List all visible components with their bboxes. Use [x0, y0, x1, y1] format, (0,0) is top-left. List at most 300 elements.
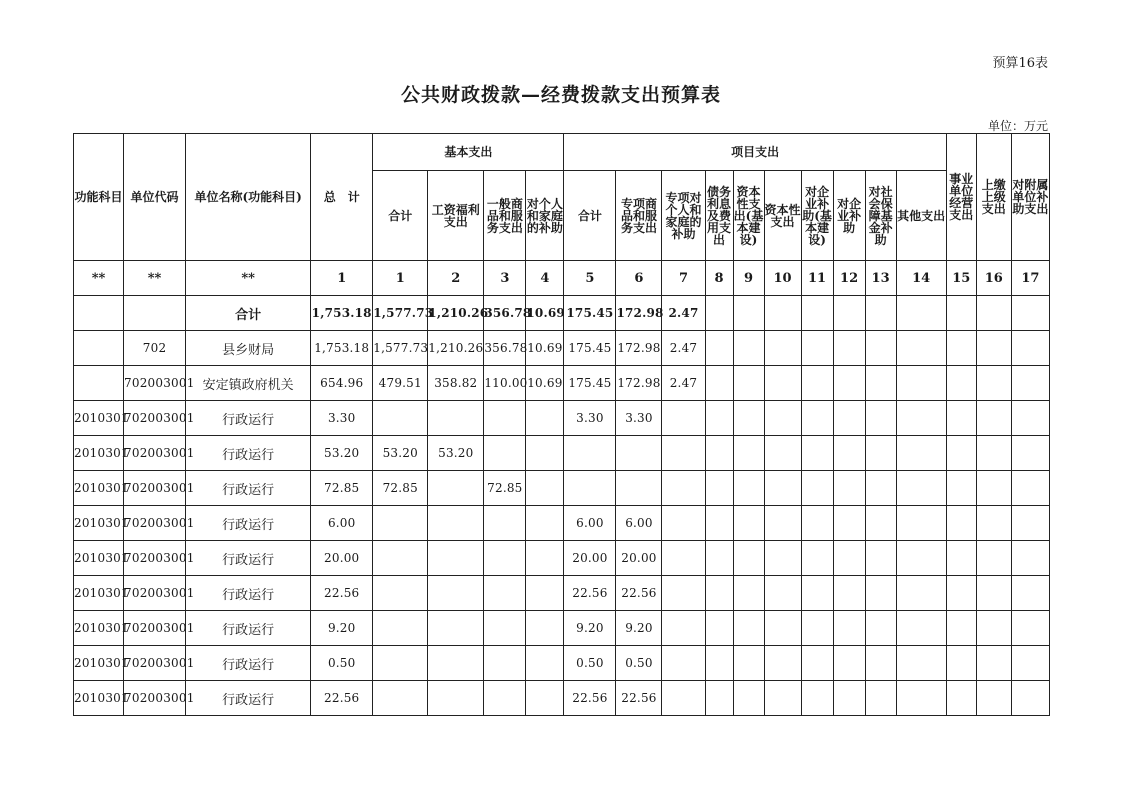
cell-p-pers	[662, 401, 705, 436]
cell-p-sum: 20.00	[564, 541, 616, 576]
cell-b-sum: 72.85	[373, 471, 428, 506]
cell-p-sum: 0.50	[564, 646, 616, 681]
cell-empty	[896, 471, 946, 506]
cell-empty	[865, 576, 896, 611]
cell-p-pers: 2.47	[662, 366, 705, 401]
table-row	[74, 471, 1050, 506]
cell-empty	[976, 296, 1011, 331]
table-body	[74, 296, 1050, 716]
cell-code: 702003001	[124, 646, 186, 681]
cell-p-goods: 0.50	[616, 646, 662, 681]
cell-p-goods	[616, 436, 662, 471]
table-row	[74, 506, 1050, 541]
cell-p-sum: 22.56	[564, 576, 616, 611]
cell-func: 2010301	[74, 506, 124, 541]
cell-p-pers	[662, 541, 705, 576]
page-title: 公共财政拨款—经费拨款支出预算表	[400, 84, 721, 106]
cell-name: 县乡财局	[186, 331, 311, 366]
column-number-row	[74, 261, 1050, 296]
cell-total: 1,753.18	[311, 296, 373, 331]
cell-b-sum	[373, 401, 428, 436]
cell-p-sum	[564, 436, 616, 471]
table-row	[74, 366, 1050, 401]
cell-empty	[946, 541, 976, 576]
cell-b-goods	[484, 506, 526, 541]
column-number: 11	[801, 261, 833, 296]
cell-b-goods	[484, 611, 526, 646]
cell-name: 行政运行	[186, 471, 311, 506]
cell-empty	[764, 296, 801, 331]
cell-empty	[896, 646, 946, 681]
cell-p-sum: 6.00	[564, 506, 616, 541]
cell-empty	[733, 541, 764, 576]
cell-empty	[705, 646, 733, 681]
cell-p-sum: 175.45	[564, 331, 616, 366]
cell-total: 6.00	[311, 506, 373, 541]
cell-empty	[946, 471, 976, 506]
table-row	[74, 611, 1050, 646]
header-proj-pers: 专项对个人和家庭的补助	[662, 171, 705, 261]
column-number: 6	[616, 261, 662, 296]
cell-empty	[733, 611, 764, 646]
cell-b-sum	[373, 646, 428, 681]
cell-empty	[764, 646, 801, 681]
cell-code: 702003001	[124, 681, 186, 716]
cell-empty	[764, 681, 801, 716]
column-number: **	[186, 261, 311, 296]
cell-empty	[733, 366, 764, 401]
cell-b-wage: 1,210.26	[428, 296, 484, 331]
cell-p-pers	[662, 611, 705, 646]
cell-p-pers	[662, 506, 705, 541]
cell-b-goods: 356.78	[484, 296, 526, 331]
cell-empty	[705, 471, 733, 506]
cell-b-sum	[373, 681, 428, 716]
cell-empty	[733, 576, 764, 611]
header-basic-pers: 对个人和家庭的补助	[526, 171, 564, 261]
cell-p-goods: 20.00	[616, 541, 662, 576]
cell-empty	[1011, 541, 1049, 576]
cell-empty	[865, 331, 896, 366]
cell-b-wage	[428, 506, 484, 541]
column-number: 12	[833, 261, 865, 296]
cell-empty	[801, 541, 833, 576]
cell-func: 2010301	[74, 611, 124, 646]
cell-empty	[764, 436, 801, 471]
cell-p-sum: 175.45	[564, 366, 616, 401]
table-row	[74, 436, 1050, 471]
cell-empty	[705, 611, 733, 646]
cell-empty	[764, 576, 801, 611]
cell-empty	[865, 646, 896, 681]
cell-empty	[833, 366, 865, 401]
cell-b-pers: 10.69	[526, 366, 564, 401]
cell-b-pers	[526, 471, 564, 506]
cell-func	[74, 331, 124, 366]
cell-empty	[896, 331, 946, 366]
table-row	[74, 541, 1050, 576]
header-basic-sum: 合计	[373, 171, 428, 261]
cell-b-wage: 1,210.26	[428, 331, 484, 366]
cell-empty	[946, 646, 976, 681]
cell-b-goods: 72.85	[484, 471, 526, 506]
cell-empty	[976, 401, 1011, 436]
cell-code: 702003001	[124, 541, 186, 576]
cell-empty	[896, 681, 946, 716]
cell-empty	[801, 576, 833, 611]
cell-empty	[946, 436, 976, 471]
cell-code: 702003001	[124, 611, 186, 646]
cell-p-sum: 22.56	[564, 681, 616, 716]
column-number: **	[124, 261, 186, 296]
cell-b-pers	[526, 541, 564, 576]
unit-label: 单位：万元	[987, 119, 1048, 133]
cell-empty	[865, 611, 896, 646]
cell-total: 3.30	[311, 401, 373, 436]
cell-name: 行政运行	[186, 401, 311, 436]
column-number: 8	[705, 261, 733, 296]
cell-empty	[833, 576, 865, 611]
cell-empty	[833, 541, 865, 576]
header-basic-wage: 工资福利支出	[428, 171, 484, 261]
cell-func: 2010301	[74, 646, 124, 681]
cell-empty	[764, 401, 801, 436]
column-number: 15	[946, 261, 976, 296]
cell-total: 654.96	[311, 366, 373, 401]
cell-empty	[896, 611, 946, 646]
header-basic-goods: 一般商品和服务支出	[484, 171, 526, 261]
header-remit: 上缴上级支出	[976, 134, 1011, 261]
cell-empty	[733, 296, 764, 331]
column-number: 17	[1011, 261, 1049, 296]
cell-total: 72.85	[311, 471, 373, 506]
column-number: 10	[764, 261, 801, 296]
cell-total: 0.50	[311, 646, 373, 681]
cell-empty	[833, 611, 865, 646]
cell-empty	[705, 401, 733, 436]
cell-b-wage	[428, 401, 484, 436]
cell-p-pers	[662, 471, 705, 506]
cell-empty	[946, 331, 976, 366]
cell-empty	[976, 436, 1011, 471]
cell-empty	[833, 471, 865, 506]
cell-b-goods	[484, 541, 526, 576]
cell-total: 1,753.18	[311, 331, 373, 366]
cell-b-wage: 358.82	[428, 366, 484, 401]
cell-func	[74, 366, 124, 401]
cell-total: 53.20	[311, 436, 373, 471]
cell-empty	[733, 681, 764, 716]
cell-empty	[865, 541, 896, 576]
cell-func: 2010301	[74, 681, 124, 716]
total-row	[74, 296, 1050, 331]
cell-empty	[833, 296, 865, 331]
cell-b-sum	[373, 506, 428, 541]
cell-func	[74, 296, 124, 331]
cell-empty	[801, 611, 833, 646]
header-proj-goods: 专项商品和服务支出	[616, 171, 662, 261]
cell-empty	[976, 681, 1011, 716]
cell-empty	[1011, 576, 1049, 611]
cell-empty	[946, 506, 976, 541]
cell-b-sum	[373, 541, 428, 576]
cell-empty	[801, 506, 833, 541]
cell-total: 9.20	[311, 611, 373, 646]
cell-b-pers	[526, 576, 564, 611]
cell-name: 行政运行	[186, 541, 311, 576]
header-proj-ent-build: 对企业补助(基本建设)	[801, 171, 833, 261]
cell-empty	[1011, 646, 1049, 681]
header-proj-ent: 对企业补助	[833, 171, 865, 261]
header-func: 功能科目	[74, 134, 124, 261]
cell-func: 2010301	[74, 401, 124, 436]
cell-empty	[801, 401, 833, 436]
cell-empty	[1011, 366, 1049, 401]
cell-p-goods	[616, 471, 662, 506]
cell-total: 22.56	[311, 681, 373, 716]
cell-b-wage	[428, 471, 484, 506]
cell-empty	[705, 681, 733, 716]
cell-empty	[833, 646, 865, 681]
cell-name: 安定镇政府机关	[186, 366, 311, 401]
cell-empty	[764, 541, 801, 576]
column-number: 1	[373, 261, 428, 296]
cell-p-goods: 9.20	[616, 611, 662, 646]
header-code: 单位代码	[124, 134, 186, 261]
cell-b-goods: 110.00	[484, 366, 526, 401]
cell-empty	[833, 401, 865, 436]
cell-p-pers	[662, 681, 705, 716]
cell-empty	[865, 681, 896, 716]
cell-code: 702003001	[124, 576, 186, 611]
cell-empty	[946, 366, 976, 401]
cell-empty	[1011, 471, 1049, 506]
cell-empty	[865, 471, 896, 506]
form-number: 预算16表	[992, 56, 1048, 71]
table-row	[74, 646, 1050, 681]
cell-empty	[801, 436, 833, 471]
cell-empty	[833, 436, 865, 471]
cell-empty	[865, 366, 896, 401]
cell-empty	[1011, 506, 1049, 541]
column-number: 1	[311, 261, 373, 296]
cell-func: 2010301	[74, 436, 124, 471]
header-proj-capital: 资本性支出	[764, 171, 801, 261]
header-proj-debt: 债务利息及费用支出	[705, 171, 733, 261]
cell-name: 行政运行	[186, 646, 311, 681]
column-number: 16	[976, 261, 1011, 296]
cell-name: 行政运行	[186, 681, 311, 716]
header-proj-social: 对社会保障基金补助	[865, 171, 896, 261]
cell-b-pers	[526, 401, 564, 436]
cell-p-sum: 9.20	[564, 611, 616, 646]
cell-empty	[764, 471, 801, 506]
cell-code: 702	[124, 331, 186, 366]
cell-empty	[896, 401, 946, 436]
cell-empty	[705, 576, 733, 611]
cell-empty	[946, 401, 976, 436]
cell-empty	[801, 681, 833, 716]
header-basic: 基本支出	[373, 134, 564, 171]
cell-empty	[946, 296, 976, 331]
cell-p-goods: 172.98	[616, 331, 662, 366]
cell-b-goods: 356.78	[484, 331, 526, 366]
cell-empty	[976, 611, 1011, 646]
cell-p-pers	[662, 646, 705, 681]
cell-empty	[896, 576, 946, 611]
cell-empty	[764, 506, 801, 541]
cell-p-goods: 172.98	[616, 296, 662, 331]
cell-empty	[976, 646, 1011, 681]
cell-empty	[1011, 401, 1049, 436]
cell-b-pers	[526, 436, 564, 471]
cell-empty	[865, 401, 896, 436]
header-biz: 事业单位经营支出	[946, 134, 976, 261]
cell-empty	[833, 681, 865, 716]
cell-empty	[946, 576, 976, 611]
column-number: 2	[428, 261, 484, 296]
table-row	[74, 681, 1050, 716]
cell-empty	[896, 296, 946, 331]
cell-func: 2010301	[74, 471, 124, 506]
cell-p-pers	[662, 436, 705, 471]
cell-b-goods	[484, 646, 526, 681]
cell-p-goods: 172.98	[616, 366, 662, 401]
cell-empty	[733, 436, 764, 471]
column-number: 9	[733, 261, 764, 296]
cell-b-wage	[428, 576, 484, 611]
cell-empty	[1011, 436, 1049, 471]
cell-func: 2010301	[74, 541, 124, 576]
cell-empty	[865, 506, 896, 541]
cell-empty	[1011, 681, 1049, 716]
cell-p-goods: 6.00	[616, 506, 662, 541]
cell-b-wage	[428, 646, 484, 681]
cell-empty	[976, 366, 1011, 401]
cell-empty	[705, 436, 733, 471]
header-proj-sum: 合计	[564, 171, 616, 261]
cell-empty	[705, 296, 733, 331]
cell-name: 行政运行	[186, 611, 311, 646]
cell-empty	[865, 296, 896, 331]
cell-p-pers	[662, 576, 705, 611]
cell-p-sum	[564, 471, 616, 506]
cell-b-pers	[526, 506, 564, 541]
cell-empty	[896, 506, 946, 541]
cell-p-goods: 22.56	[616, 576, 662, 611]
table-row	[74, 401, 1050, 436]
cell-code: 702003001	[124, 471, 186, 506]
column-number: **	[74, 261, 124, 296]
cell-p-goods: 22.56	[616, 681, 662, 716]
table-row	[74, 576, 1050, 611]
cell-code	[124, 296, 186, 331]
cell-b-pers: 10.69	[526, 331, 564, 366]
cell-empty	[896, 366, 946, 401]
cell-b-goods	[484, 401, 526, 436]
header-project: 项目支出	[564, 134, 946, 171]
column-number: 7	[662, 261, 705, 296]
cell-empty	[733, 506, 764, 541]
cell-empty	[833, 506, 865, 541]
column-number: 4	[526, 261, 564, 296]
cell-empty	[946, 611, 976, 646]
cell-name: 行政运行	[186, 506, 311, 541]
cell-code: 702003001	[124, 436, 186, 471]
cell-empty	[764, 366, 801, 401]
cell-empty	[896, 541, 946, 576]
cell-empty	[833, 331, 865, 366]
cell-b-wage	[428, 681, 484, 716]
cell-empty	[976, 506, 1011, 541]
cell-code: 702003001	[124, 366, 186, 401]
cell-b-pers	[526, 646, 564, 681]
cell-b-sum: 1,577.73	[373, 331, 428, 366]
cell-empty	[733, 401, 764, 436]
cell-b-sum	[373, 576, 428, 611]
cell-empty	[764, 331, 801, 366]
cell-b-wage	[428, 541, 484, 576]
cell-empty	[733, 471, 764, 506]
cell-empty	[946, 681, 976, 716]
cell-empty	[705, 506, 733, 541]
cell-b-sum	[373, 611, 428, 646]
cell-p-pers: 2.47	[662, 296, 705, 331]
header-proj-other: 其他支出	[896, 171, 946, 261]
cell-total: 22.56	[311, 576, 373, 611]
cell-empty	[801, 296, 833, 331]
cell-empty	[733, 646, 764, 681]
cell-b-goods	[484, 576, 526, 611]
column-number: 14	[896, 261, 946, 296]
cell-p-goods: 3.30	[616, 401, 662, 436]
cell-func: 2010301	[74, 576, 124, 611]
cell-b-pers: 10.69	[526, 296, 564, 331]
cell-total: 20.00	[311, 541, 373, 576]
cell-empty	[976, 541, 1011, 576]
cell-b-pers	[526, 681, 564, 716]
table-row	[74, 331, 1050, 366]
cell-name: 合计	[186, 296, 311, 331]
cell-empty	[705, 541, 733, 576]
cell-empty	[896, 436, 946, 471]
header-proj-capital-build: 资本性支出(基本建设)	[733, 171, 764, 261]
cell-empty	[1011, 296, 1049, 331]
cell-empty	[1011, 611, 1049, 646]
cell-b-wage	[428, 611, 484, 646]
cell-empty	[976, 471, 1011, 506]
cell-p-sum: 3.30	[564, 401, 616, 436]
cell-empty	[801, 471, 833, 506]
cell-empty	[801, 331, 833, 366]
header-name: 单位名称(功能科目)	[186, 134, 311, 261]
cell-code: 702003001	[124, 401, 186, 436]
cell-empty	[705, 366, 733, 401]
cell-name: 行政运行	[186, 576, 311, 611]
header-aff: 对附属单位补助支出	[1011, 134, 1049, 261]
cell-p-sum: 175.45	[564, 296, 616, 331]
cell-empty	[801, 366, 833, 401]
cell-b-pers	[526, 611, 564, 646]
cell-b-sum: 53.20	[373, 436, 428, 471]
cell-p-pers: 2.47	[662, 331, 705, 366]
cell-b-sum: 1,577.73	[373, 296, 428, 331]
column-number: 3	[484, 261, 526, 296]
cell-b-wage: 53.20	[428, 436, 484, 471]
cell-b-goods	[484, 436, 526, 471]
cell-empty	[976, 331, 1011, 366]
cell-empty	[976, 576, 1011, 611]
